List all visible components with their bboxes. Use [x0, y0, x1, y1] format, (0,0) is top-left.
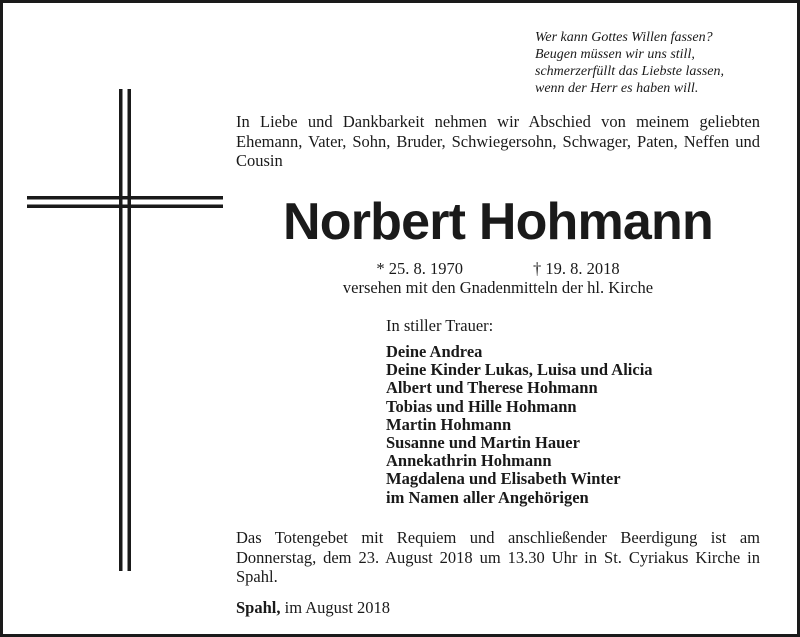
signoff-place: Spahl,	[236, 598, 281, 617]
sacrament-note: versehen mit den Gnadenmitteln der hl. Kirche	[342, 278, 654, 297]
mourner-name: Deine Andrea	[386, 342, 483, 361]
quote-verse	[535, 29, 785, 97]
mourner-name: im Namen aller Angehörigen	[386, 487, 589, 507]
mourner-name: Susanne und Martin Hauer	[386, 432, 580, 452]
mourner-name: Annekathrin Hohmann	[386, 451, 552, 471]
mourner-name: Deine Kinder Lukas, Luisa und Alicia	[386, 360, 653, 380]
funeral-details: Das Totengebet mit Requiem und anschließender Beerdigung ist am Donnerstag, dem 23. August 2018 um 13.30 Uhr in St. Cyriakus Kirche in Spahl.	[236, 528, 760, 586]
mourner-name: Martin Hohmann	[386, 414, 512, 434]
mourner-name: Albert und Therese Hohmann	[386, 378, 598, 398]
death-date: † 19. 8. 2018	[533, 259, 620, 278]
signoff	[236, 598, 390, 617]
life-dates	[236, 259, 760, 297]
quote-line: Beugen müssen wir uns still,	[535, 47, 695, 62]
cross-icon	[27, 89, 223, 571]
mourning-label: In stiller Trauer:	[386, 316, 494, 335]
mourners-list	[386, 343, 653, 507]
signoff-date: im August 2018	[284, 598, 391, 617]
quote-line: schmerzerfüllt das Liebste lassen,	[535, 64, 724, 79]
mourner-name: Tobias und Hille Hohmann	[386, 396, 577, 416]
intro-text: In Liebe und Dankbarkeit nehmen wir Abschied von meinem geliebten Ehemann, Vater, Sohn, Bruder, Schwiegersohn, Schwager, Paten, Neffen und Cousin	[236, 112, 760, 170]
mourner-name: Magdalena und Elisabeth Winter	[386, 469, 621, 489]
quote-line: wenn der Herr es haben will.	[535, 81, 699, 96]
birth-date: * 25. 8. 1970	[376, 259, 463, 278]
quote-line: Wer kann Gottes Willen fassen?	[535, 30, 713, 45]
deceased-name: Norbert Hohmann	[282, 193, 713, 251]
